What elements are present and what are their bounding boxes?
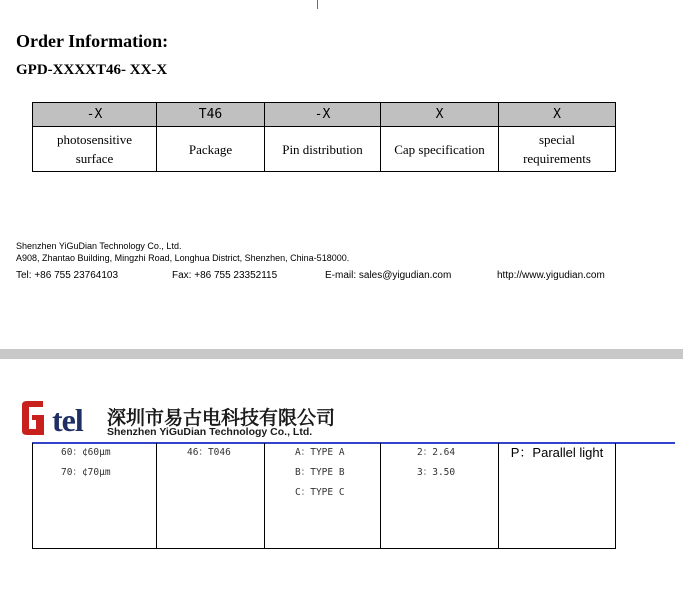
description-cell: Pin distribution bbox=[265, 127, 381, 172]
phone-number: Tel: +86 755 23764103 bbox=[16, 270, 119, 281]
option-value: A：TYPE A bbox=[295, 447, 345, 458]
fax-number: Fax: +86 755 23352115 bbox=[172, 270, 278, 281]
header-cell: T46 bbox=[157, 103, 265, 127]
option-value: 3：3.50 bbox=[417, 467, 456, 478]
header-cell: X bbox=[381, 103, 499, 127]
description-cell: Package bbox=[157, 127, 265, 172]
order-code-table bbox=[32, 102, 616, 172]
option-value: P：Parallel light bbox=[510, 445, 604, 460]
company-name: Shenzhen YiGuDian Technology Co., Ltd. bbox=[16, 241, 182, 251]
company-info bbox=[16, 240, 656, 264]
description-text: special requirements bbox=[523, 132, 591, 166]
company-logo-text: tel bbox=[52, 402, 83, 438]
header-cell: -X bbox=[265, 103, 381, 127]
option-value: 70：¢70μm bbox=[61, 467, 111, 478]
company-chinese-name: 深圳市易古电科技有限公司 bbox=[107, 407, 336, 429]
special-options-cell bbox=[499, 443, 616, 549]
option-values-row bbox=[33, 443, 616, 549]
option-value: 46：T046 bbox=[187, 447, 231, 458]
package-options-cell bbox=[157, 443, 265, 549]
option-values-table bbox=[32, 443, 616, 549]
description-text: photosensitive surface bbox=[56, 132, 133, 166]
order-code-description-row bbox=[33, 127, 616, 172]
pin-options-cell bbox=[265, 443, 381, 549]
surface-options-cell bbox=[33, 443, 157, 549]
cap-options-cell bbox=[381, 443, 499, 549]
page-edge-mark bbox=[317, 0, 318, 9]
part-number-code: GPD-XXXXT46- XX-X bbox=[16, 62, 168, 78]
page-separator bbox=[0, 349, 683, 359]
company-english-name: Shenzhen YiGuDian Technology Co., Ltd. bbox=[107, 426, 313, 438]
option-value: B：TYPE B bbox=[295, 467, 345, 478]
website-link[interactable]: http://www.yigudian.com bbox=[497, 270, 605, 281]
header-cell: X bbox=[499, 103, 616, 127]
company-address: A908, Zhantao Building, Mingzhi Road, Longhua District, Shenzhen, China-518000. bbox=[16, 253, 350, 263]
order-code-header-row bbox=[33, 103, 616, 127]
option-value: 60：¢60μm bbox=[61, 447, 111, 458]
description-cell bbox=[33, 127, 157, 172]
description-cell: Cap specification bbox=[381, 127, 499, 172]
option-value: C：TYPE C bbox=[295, 487, 345, 498]
email-address[interactable]: E-mail: sales@yigudian.com bbox=[325, 270, 452, 281]
company-logo-g bbox=[18, 400, 48, 436]
option-value: 2：2.64 bbox=[417, 447, 456, 458]
header-cell: -X bbox=[33, 103, 157, 127]
description-cell bbox=[499, 127, 616, 172]
order-info-title: Order Information: bbox=[16, 31, 169, 51]
